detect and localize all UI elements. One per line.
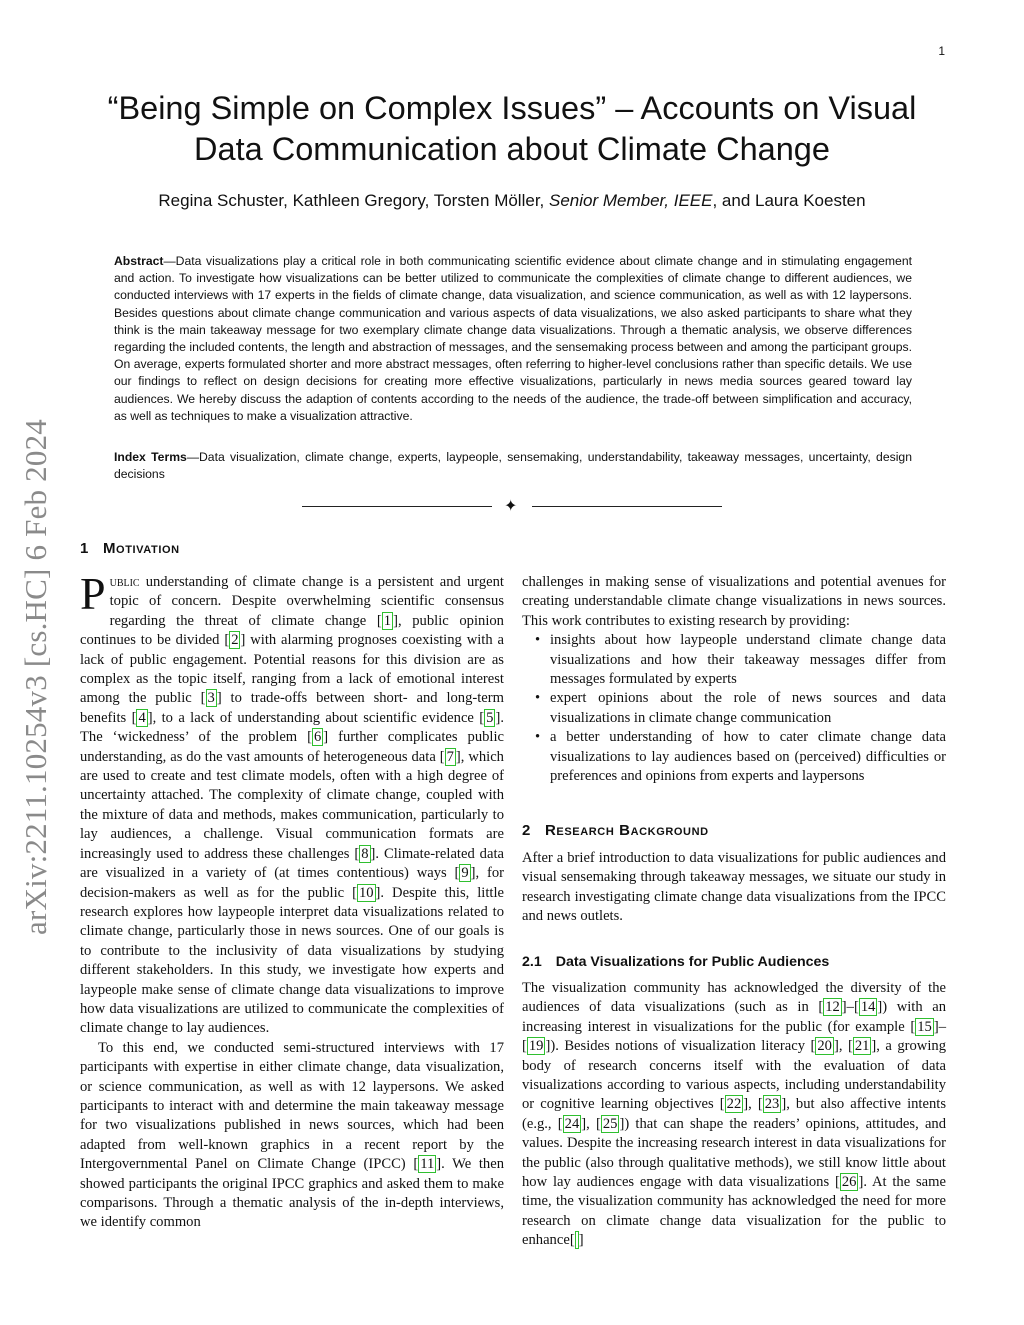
section-divider: [302, 496, 722, 515]
right-column: [522, 573, 946, 786]
text-run: , which are used to create and test climate models, often with a high degree of uncertainty attached. The complexity of climate change, coupled with the mixture of data and methods, makes communication, particularly to lay audiences, a challenge. Visual communication formats are increasingly used to address these challenges: [80, 748, 504, 862]
text-run: . We then showed participants the original IPCC graphics and asked them to make comparisons. Through a thematic analysis of the in-depth interviews, we identify common: [80, 1156, 504, 1231]
subsection-2-1-heading: [522, 954, 829, 970]
research-background-paragraph: [522, 849, 946, 927]
text-run: , public opinion continues to be divided: [80, 612, 504, 649]
divider-line-right: [532, 506, 722, 507]
citation-link[interactable]: [575, 1231, 579, 1249]
citation-link[interactable]: 25: [602, 1115, 618, 1132]
text-run: . At the same time, the visualization community has acknowledged the need for more research on climate change data visualization for the public to enhance: [522, 1174, 946, 1249]
text-run: ,: [586, 1115, 596, 1132]
citation-link[interactable]: 21: [854, 1038, 870, 1055]
motivation-paragraph-1: Public understanding of climate change is a persistent and urgent topic of concern. Despite overwhelming scientific consensus regarding the threat of climate change [ 1 ], public opinion continues to be divided [ 2 ] with alarming prognoses coexisting with a lack of public engagement. Potential reasons for this division are as complex as the topic itself, ranging from a lack of emotional interest among the public [ 3 ] to trade-offs between short- and long-term benefits [ 4 ], to a lack of understanding about scientific evidence [ 5 ]. The ‘wickedness’ of the problem [ 6 ] further complicates public understanding, as do the vast amounts of heterogeneous data [ 7 ], which are used to create and test climate models, often with a high degree of uncertainty attached. The complexity of climate change, coupled with the mixture of data and methods, makes communication, particularly to lay audiences, a challenge. Visual communication formats are increasingly used to address these challenges [ 8 ]. Climate-related data are visualized in a variety of (at times contentious) ways [ 9 ], for decision-makers as well as for the public [ 10 ]. Despite this, little research explores how laypeople interpret data visualizations related to climate change, particularly those in news sources. One of our goals is to contribute to the inclusivity of data visualizations by studying different stakeholders. In this study, we investigate how experts and laypeople make sense of climate change data visualizations to improve how data visualizations are utilized to communicate the complexities of climate change to lay audiences.: [80, 568, 504, 1037]
authors-part-1: Regina Schuster, Kathleen Gregory, Torsten Möller,: [158, 191, 545, 210]
text-run: ). Besides notions of visualization literacy: [550, 1038, 811, 1055]
subsection-2-1-text: The visualization community has acknowledged the diversity of the audiences of data visualizations (such as in [ 12 ]–[ 14 ]) with an increasing interest in visualizations for the public (for example [ 15 ]–[ 19 ]). Besides notions of visualization literacy [ 20 ], [ 21 ], a growing body of research concerns itself with the evaluation of data visualizations according to various aspects, including understandability or cognitive learning objectives [ 22 ], [ 23 ], but also affective intents (e.g., [ 24 ], [ 25 ]) that can shape the readers’ opinions, attitudes, and values. Despite the increasing research interest in data visualizations for the public (also through qualitative methods), we still know little about how lay audiences engage with data visualizations [ 26 ]. At the same time, the visualization community has acknowledged the need for more research on climate change data visualization for the public to enhance[ ]: [522, 980, 947, 1249]
public-audiences-paragraph: [522, 979, 946, 1251]
contribution-list: [522, 631, 946, 786]
text-run: –: [846, 999, 854, 1016]
citation-link[interactable]: 1: [383, 612, 392, 629]
section-2-title: Research Background: [544, 822, 709, 839]
abstract-label: Abstract: [114, 254, 164, 268]
section-1-title: Motivation: [102, 540, 180, 557]
section-2-text: After a brief introduction to data visualizations for public audiences and visual sensemaking through takeaway messages, we situate our study in research investigating climate change data visualizations from the IPCC and news outlets.: [522, 850, 946, 925]
index-terms: [114, 449, 912, 483]
section-1-number: 1: [80, 540, 89, 557]
text-run: ,: [838, 1038, 848, 1055]
citation-link[interactable]: 2: [231, 632, 239, 649]
motivation-paragraph-2: To this end, we conducted semi-structured interviews with 17 participants with expertise in either climate change, data visualization, or science communication, as well as with 12 laypersons. We asked participants to interact with and determine the main takeaway message for two visualizations published in news sources, which had been adapted from well-known graphics in a recent report by the Intergovernmental Panel on Climate Change (IPCC) [ 11 ]. We then showed participants the original IPCC graphics and asked them to make comparisons. Through a thematic analysis of the in-depth interviews, we identify common: [80, 1039, 504, 1231]
list-item: • expert opinions about the role of news sources and data visualizations in climate change communication: [522, 689, 946, 728]
text-run: ,: [748, 1096, 758, 1113]
abstract-text: —Data visualizations play a critical role in both communicating scientific evidence about climate change and in stimulating engagement and action. To investigate how visualizations can be better utilized to communicate the complexities of climate change to different audiences, we conducted interviews with 17 experts in the fields of climate change, data visualization, and science communication, as well as with 12 laypersons. Besides questions about climate change communication and various aspects of data visualizations, we also asked participants to share what they think is the main takeaway message for two exemplary climate change data visualizations. Through a thematic analysis, we observe differences regarding the included contents, the length and abstraction of messages, and the sensemaking process between and among the participant groups. On average, experts formulated shorter and more abstract messages, often referring to higher-level conclusions rather than specific details. We use our findings to reflect on design decisions for creating more effective visualizations, particularly in news media sources geared toward lay audiences. We hereby discuss the adaption of contents according to the needs of the audience, the trade-off between simplification and accuracy, as well as techniques to make a visualization attractive.: [114, 254, 912, 423]
divider-line-left: [302, 506, 492, 507]
smallcaps-word: ublic: [109, 574, 140, 590]
citation-link[interactable]: 4: [138, 709, 146, 726]
subsection-2-1-number: 2.1: [522, 954, 542, 970]
citation-link[interactable]: 24: [564, 1115, 580, 1132]
divider-diamond-icon: ✦: [504, 496, 518, 515]
text-run: to trade-offs between short- and long-term benefits: [80, 690, 504, 726]
abstract: [114, 253, 912, 425]
list-item: • a better understanding of how to cater climate change data visualizations to lay audiences based on (perceived) difficulties or preferences and opinions from experts and laypersons: [522, 728, 946, 786]
text-run: understanding of climate change is a persistent and urgent topic of concern. Despite overwhelming scientific consensus regarding the threat of climate change: [109, 574, 504, 629]
citation-link[interactable]: 10: [358, 884, 374, 901]
citation-link[interactable]: 5: [486, 709, 494, 726]
citation-link[interactable]: 3: [207, 690, 215, 707]
citation-link[interactable]: 26: [841, 1174, 857, 1191]
citation-link[interactable]: 20: [817, 1038, 832, 1055]
text-run: further complicates public understanding, as do the vast amounts of heterogeneous data: [80, 729, 504, 765]
text-run: The visualization community has acknowledged the diversity of the audiences of data visualizations (such as in: [522, 980, 946, 1016]
text-run: with alarming prognoses coexisting with a lack of public engagement. Potential reasons for this division are as complex as the topic itself, ranging from a lack of emotional interest among the public: [80, 632, 504, 707]
text-run: , a growing body of research concerns itself with the evaluation of data visualizations according to various aspects, including understandability or cognitive learning objectives: [522, 1038, 946, 1113]
drop-cap: P: [80, 568, 106, 619]
citation-link[interactable]: 8: [361, 845, 369, 862]
index-terms-label: Index Terms: [114, 450, 187, 464]
citation-link[interactable]: 23: [764, 1096, 780, 1113]
arxiv-stamp: arXiv:2211.10254v3 [cs.HC] 6 Feb 2024: [18, 419, 53, 935]
citation-link[interactable]: 9: [461, 865, 469, 882]
section-1-heading: [80, 540, 180, 557]
citation-link[interactable]: 22: [726, 1096, 742, 1113]
page-number: 1: [938, 44, 945, 58]
text-run: . Climate-related data are visualized in a variety of (at times contentious) ways: [80, 845, 504, 882]
author-list: [80, 191, 944, 211]
text-run: . Despite this, little research explores how laypeople interpret data visualizations related to climate change, particularly those in news sources. One of our goals is to contribute to the inclusivity of data visualizations by studying different stakeholders. In this study, we investigate how experts and laypeople make sense of climate change data visualizations to improve how data visualizations are utilized to communicate the complexities of climate change to lay audiences.: [80, 884, 504, 1037]
authors-part-2: , and Laura Koesten: [712, 191, 866, 210]
citation-link[interactable]: 7: [446, 748, 454, 765]
subsection-2-1-title: Data Visualizations for Public Audiences: [555, 954, 830, 970]
citation-link[interactable]: 15: [917, 1018, 932, 1035]
text-run: To this end, we conducted semi-structured interviews with 17 participants with expertise in either climate change, data visualization, or science communication, as well as with 12 laypersons. We asked participants to interact with and determine the main takeaway message for two visualizations published in news sources, which had been adapted from well-known graphics in a recent report by the Intergovernmental Panel on Climate Change (IPCC): [80, 1039, 504, 1173]
citation-link[interactable]: 14: [860, 999, 876, 1016]
left-column: [80, 568, 504, 1233]
text-run: ) with an increasing interest in visualizations for the public (for example: [522, 999, 946, 1035]
citation-link[interactable]: 19: [528, 1038, 544, 1055]
author-role: Senior Member, IEEE: [549, 191, 713, 210]
motivation-paragraph-3: challenges in making sense of visualizations and potential avenues for creating understandable climate change visualizations in news sources. This work contributes to existing research by providing:: [522, 574, 946, 629]
list-item: • insights about how laypeople understand climate change data visualizations and how their takeaway messages differ from messages formulated by experts: [522, 631, 946, 689]
paper-title: “Being Simple on Complex Issues” – Accounts on Visual Data Communication about Climate Change: [107, 90, 917, 167]
text-run: ) that can shape the readers’ opinions, attitudes, and values. Despite the increasing research interest in data visualizations for the public (also through qualitative methods), we still know little about how lay audiences engage with data visualizations: [522, 1115, 947, 1191]
text-run: , for decision-makers as well as for the public: [80, 865, 504, 901]
citation-link[interactable]: 12: [825, 999, 840, 1016]
citation-link[interactable]: 11: [420, 1156, 435, 1173]
text-run: . The ‘wickedness’ of the problem: [80, 709, 504, 746]
text-run: , to a lack of understanding about scientific evidence: [152, 709, 480, 726]
text-run: –: [938, 1018, 946, 1035]
index-terms-text: —Data visualization, climate change, experts, laypeople, sensemaking, understandability, takeaway messages, uncertainty, design decisions: [114, 450, 912, 482]
citation-link[interactable]: 6: [314, 729, 322, 746]
section-2-heading: [522, 822, 709, 839]
section-2-number: 2: [522, 822, 531, 839]
text-run: , but also affective intents (e.g.,: [522, 1096, 946, 1132]
